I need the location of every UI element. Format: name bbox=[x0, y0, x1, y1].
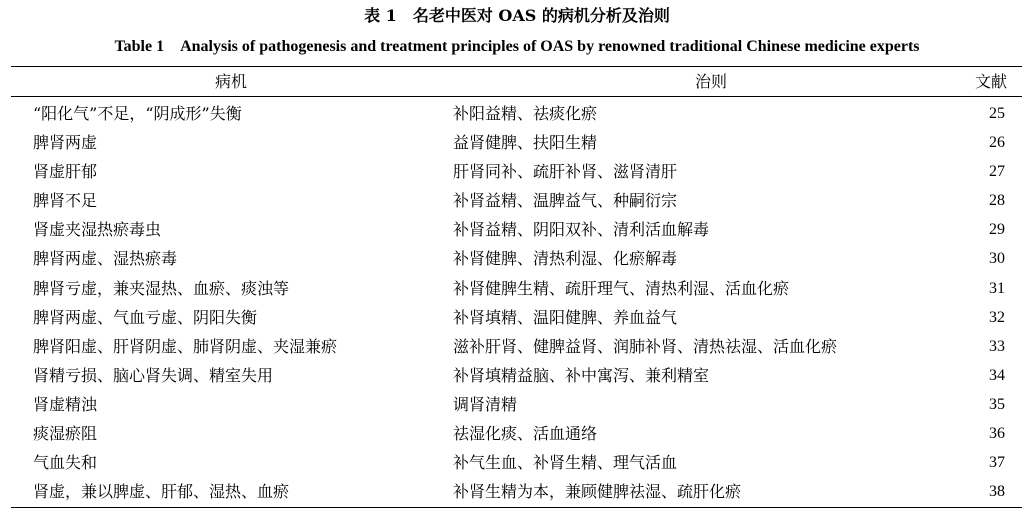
pathogenesis-cell: 痰湿瘀阻 bbox=[33, 424, 98, 444]
table-row bbox=[11, 303, 1022, 332]
treatment-cell: 滋补肝肾、健脾益肾、润肺补肾、清热祛湿、活血化瘀 bbox=[453, 336, 838, 356]
table-body bbox=[11, 97, 1022, 507]
pathogenesis-cell: 肾虚肝郁 bbox=[33, 162, 98, 182]
header-reference: 文献 bbox=[974, 72, 1007, 91]
table-row bbox=[11, 448, 1022, 477]
table-row bbox=[11, 244, 1022, 273]
table-row bbox=[11, 274, 1022, 303]
reference-cell: 32 bbox=[989, 308, 1005, 326]
reference-cell: 27 bbox=[989, 163, 1005, 181]
table-row bbox=[11, 477, 1022, 506]
header-pathogenesis: 病机 bbox=[214, 72, 247, 91]
treatment-cell: 补肾生精为本，兼顾健脾祛湿、疏肝化瘀 bbox=[453, 482, 742, 502]
table-row bbox=[11, 186, 1022, 215]
reference-cell: 38 bbox=[989, 483, 1005, 501]
table-row bbox=[11, 99, 1022, 128]
reference-cell: 26 bbox=[989, 134, 1005, 152]
treatment-cell: 补肾填精益脑、补中寓泻、兼利精室 bbox=[453, 365, 710, 385]
pathogenesis-cell: 脾肾不足 bbox=[33, 191, 98, 211]
reference-cell: 35 bbox=[989, 395, 1005, 413]
reference-cell: 37 bbox=[989, 454, 1005, 472]
table-title-chinese: 表 1 名老中医对 OAS 的病机分析及治则 bbox=[364, 6, 670, 25]
reference-cell: 33 bbox=[989, 337, 1005, 355]
pathogenesis-cell: 脾肾阳虚、肝肾阴虚、肺肾阴虚、夹湿兼瘀 bbox=[33, 336, 338, 356]
treatment-cell: 补肾益精、阴阳双补、清利活血解毒 bbox=[453, 220, 710, 240]
table-row bbox=[11, 128, 1022, 157]
treatment-cell: 补肾填精、温阳健脾、养血益气 bbox=[453, 307, 678, 327]
treatment-cell: 肝肾同补、疏肝补肾、滋肾清肝 bbox=[453, 162, 678, 182]
treatment-cell: 补肾健脾、清热利湿、化瘀解毒 bbox=[453, 249, 678, 269]
pathogenesis-cell: 肾虚夹湿热瘀毒虫 bbox=[33, 220, 162, 240]
pathogenesis-cell: 肾虚精浊 bbox=[33, 394, 98, 414]
pathogenesis-cell: 气血失和 bbox=[33, 453, 98, 473]
reference-cell: 30 bbox=[989, 250, 1005, 268]
table-row bbox=[11, 419, 1022, 448]
treatment-cell: 补气生血、补肾生精、理气活血 bbox=[453, 453, 678, 473]
table-row bbox=[11, 157, 1022, 186]
pathogenesis-cell: 肾精亏损、脑心肾失调、精室失用 bbox=[33, 365, 274, 385]
table-title-english: Table 1 Analysis of pathogenesis and treatment principles of OAS by renowned traditional Chinese medicine experts bbox=[114, 38, 920, 55]
reference-cell: 31 bbox=[989, 279, 1005, 297]
reference-cell: 34 bbox=[989, 366, 1005, 384]
treatment-cell: 补阳益精、祛痰化瘀 bbox=[453, 104, 598, 123]
pathogenesis-table bbox=[11, 66, 1022, 508]
table-row bbox=[11, 390, 1022, 419]
table-row bbox=[11, 332, 1022, 361]
treatment-cell: 益肾健脾、扶阳生精 bbox=[453, 133, 598, 153]
treatment-cell: 补肾益精、温脾益气、种嗣衍宗 bbox=[453, 191, 678, 211]
pathogenesis-cell: 肾虚，兼以脾虚、肝郁、湿热、血瘀 bbox=[33, 482, 290, 502]
reference-cell: 36 bbox=[989, 425, 1005, 443]
pathogenesis-cell: 脾肾两虚 bbox=[33, 133, 98, 153]
treatment-cell: 祛湿化痰、活血通络 bbox=[453, 424, 598, 444]
table-row bbox=[11, 361, 1022, 390]
header-treatment: 治则 bbox=[694, 72, 727, 91]
pathogenesis-cell: “阳化气”不足，“阴成形”失衡 bbox=[33, 104, 242, 123]
pathogenesis-cell: 脾肾两虚、湿热瘀毒 bbox=[33, 249, 178, 269]
pathogenesis-cell: 脾肾亏虚，兼夹湿热、血瘀、痰浊等 bbox=[33, 278, 290, 298]
treatment-cell: 调肾清精 bbox=[453, 394, 518, 414]
reference-cell: 28 bbox=[989, 192, 1005, 210]
table-header-row bbox=[11, 67, 1022, 97]
reference-cell: 25 bbox=[989, 105, 1005, 122]
treatment-cell: 补肾健脾生精、疏肝理气、清热利湿、活血化瘀 bbox=[453, 278, 790, 298]
pathogenesis-cell: 脾肾两虚、气血亏虚、阴阳失衡 bbox=[33, 307, 258, 327]
table-row bbox=[11, 215, 1022, 244]
reference-cell: 29 bbox=[989, 221, 1005, 239]
